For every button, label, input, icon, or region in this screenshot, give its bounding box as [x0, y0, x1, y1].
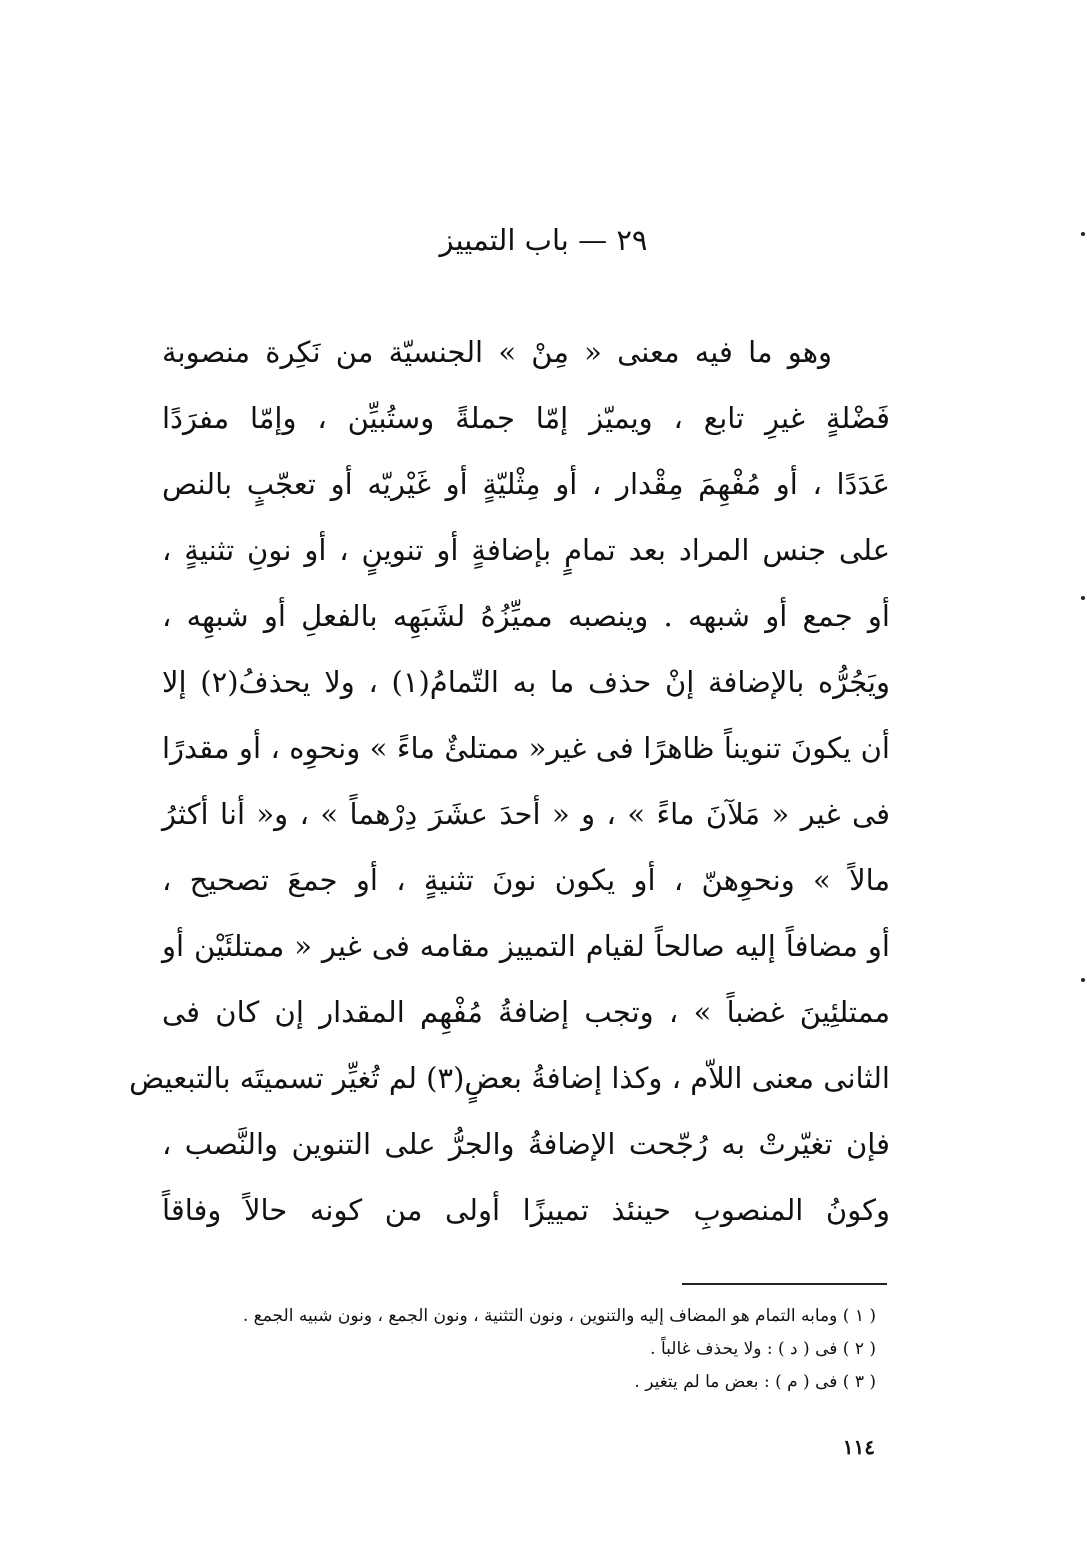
page-number: ١١٤ [842, 1435, 875, 1459]
body-line: وهو ما فيه معنى « مِنْ » الجنسيّة من نَكِرة منصوبة [162, 335, 832, 369]
footnotes [160, 1300, 890, 1399]
footnote: ( ٢ ) فى ( د ) : ولا يحذف غالباً . [650, 1339, 876, 1359]
footnote-separator [682, 1283, 887, 1285]
body-line: فَضْلةٍ غيرِ تابع ، ويميّز إمّا جملةً وستُبيِّن ، وإمّا مفرَدًا [162, 401, 890, 435]
body-line: ممتلئِينَ غضباً » ، وتجب إضافةُ مُفْهِم المقدار إن كان فى [162, 995, 890, 1029]
margin-mark [1081, 596, 1085, 600]
body-text [129, 325, 890, 1249]
body-line: على جنس المراد بعد تمامٍ بإضافةٍ أو تنوينٍ ، أو نونِ تثنيةٍ ، [162, 533, 890, 567]
body-line: أو مضافاً إليه صالحاً لقيام التمييز مقامه فى غير « ممتلئَيْن أو [162, 929, 890, 963]
body-line: أن يكونَ تنويناً ظاهرًا فى غير« ممتلئٌ ماءً » ونحوِه ، أو مقدرًا [162, 731, 890, 765]
chapter-heading [0, 218, 1087, 262]
body-line: ويَجُرُّه بالإضافة إنْ حذف ما به التّمامُ(١) ، ولا يحذفُ(٢) إلا [162, 665, 890, 699]
margin-mark [1081, 978, 1085, 982]
margin-mark [1081, 232, 1085, 236]
chapter-dash: — [578, 223, 608, 257]
chapter-number: ٢٩ [616, 223, 648, 257]
body-line: أو جمع أو شبهه . وينصبه مميِّزُهُ لشَبَهِه بالفعلِ أو شبهِه ، [162, 599, 890, 633]
body-line: فإن تغيّرتْ به رُجّحت الإضافةُ والجرُّ على التنوين والنَّصب ، [162, 1127, 890, 1161]
body-line: الثانى معنى اللاّم ، وكذا إضافةُ بعضٍ(٣) لم تُغيِّر تسميتَه بالتبعيض [129, 1061, 890, 1095]
body-line: عَدَدًا ، أو مُفْهِمَ مِقْدار ، أو مِثْليّةٍ أو غَيْريّه أو تعجّبٍ بالنص [162, 467, 890, 501]
body-line: مالاً » ونحوِهنّ ، أو يكون نونَ تثنيةٍ ، أو جمعَ تصحيح ، [162, 863, 890, 897]
chapter-title: باب التمييز [439, 223, 569, 257]
body-line: فى غير « مَلآنَ ماءً » ، و « أحدَ عشَرَ دِرْهماً » ، و« أنا أكثرُ [162, 797, 890, 831]
footnote: ( ١ ) ومابه التمام هو المضاف إليه والتنوين ، ونون التثنية ، ونون الجمع ، ونون شبيه الجمع . [242, 1306, 876, 1326]
body-line: وكونُ المنصوبِ حينئذ تمييزًا أولى من كونه حالاً وفاقاً [162, 1193, 890, 1227]
footnote: ( ٣ ) فى ( م ) : بعض ما لم يتغير . [634, 1372, 876, 1392]
